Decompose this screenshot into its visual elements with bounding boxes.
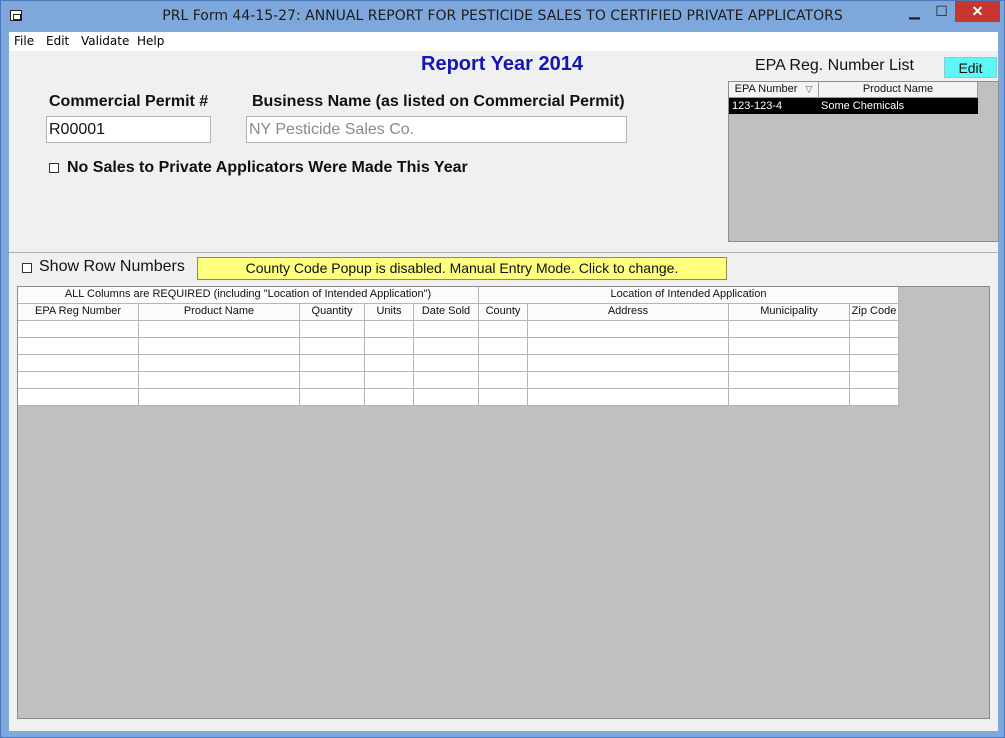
col-county[interactable]: County [479, 304, 528, 321]
epa-col-product[interactable]: Product Name [819, 82, 978, 98]
show-row-numbers-label: Show Row Numbers [39, 258, 185, 275]
grid-cell[interactable] [18, 338, 139, 355]
grid-cell[interactable] [479, 372, 528, 389]
group-header-required: ALL Columns are REQUIRED (including "Location of Intended Application") [18, 287, 479, 304]
close-icon[interactable]: ✕ [955, 1, 1000, 22]
grid-cell[interactable] [528, 338, 729, 355]
epa-col-number[interactable] [729, 82, 819, 98]
col-municipality[interactable]: Municipality [729, 304, 850, 321]
business-label: Business Name (as listed on Commercial Permit) [252, 93, 625, 110]
epa-edit-button[interactable]: Edit [944, 57, 997, 78]
grid-cell[interactable] [139, 372, 300, 389]
permit-label: Commercial Permit # [49, 93, 209, 110]
grid-cell[interactable] [139, 355, 300, 372]
menu-edit[interactable]: Edit [46, 34, 70, 48]
grid-cell[interactable] [414, 355, 479, 372]
col-date-sold[interactable]: Date Sold [414, 304, 479, 321]
grid-cell[interactable] [139, 338, 300, 355]
list-item[interactable] [729, 98, 978, 114]
client-area [9, 32, 998, 731]
epa-list-title: EPA Reg. Number List [755, 57, 914, 74]
grid-cell[interactable] [414, 372, 479, 389]
sales-grid-panel [9, 252, 998, 731]
sort-icon[interactable]: ▽ [805, 84, 813, 94]
epa-row-number: 123-123-4 [732, 100, 783, 112]
grid-cell[interactable] [729, 389, 850, 406]
menu-validate[interactable]: Validate [81, 34, 130, 48]
col-units[interactable]: Units [365, 304, 414, 321]
grid-cell[interactable] [18, 355, 139, 372]
maximize-icon[interactable]: ☐ [935, 3, 948, 19]
permit-field[interactable]: R00001 [46, 116, 211, 143]
grid-cell[interactable] [139, 321, 300, 338]
grid-cell[interactable] [365, 321, 414, 338]
grid-cell[interactable] [414, 389, 479, 406]
sales-grid[interactable] [17, 286, 990, 719]
grid-cell[interactable] [414, 338, 479, 355]
epa-list[interactable] [728, 81, 999, 242]
menu-bar [9, 32, 998, 51]
grid-cell[interactable] [414, 321, 479, 338]
no-sales-label: No Sales to Private Applicators Were Made This Year [67, 159, 468, 176]
grid-cell[interactable] [479, 321, 528, 338]
window-title: PRL Form 44-15-27: ANNUAL REPORT FOR PESTICIDE SALES TO CERTIFIED PRIVATE APPLICATORS [162, 8, 843, 24]
grid-cell[interactable] [300, 389, 365, 406]
grid-cell[interactable] [365, 338, 414, 355]
minimize-icon[interactable]: ▁ [909, 3, 920, 19]
grid-cell[interactable] [300, 355, 365, 372]
grid-cell[interactable] [729, 321, 850, 338]
grid-cell[interactable] [300, 372, 365, 389]
menu-file[interactable]: File [14, 34, 35, 48]
grid-cell[interactable] [479, 355, 528, 372]
grid-cell[interactable] [479, 338, 528, 355]
no-sales-checkbox[interactable] [49, 163, 59, 173]
grid-cell[interactable] [18, 372, 139, 389]
show-row-numbers-checkbox[interactable] [22, 263, 32, 273]
grid-cell[interactable] [18, 389, 139, 406]
col-address[interactable]: Address [528, 304, 729, 321]
grid-cell[interactable] [528, 372, 729, 389]
title-bar[interactable] [1, 1, 1004, 31]
grid-cell[interactable] [18, 321, 139, 338]
grid-cell[interactable] [300, 321, 365, 338]
grid-cell[interactable] [300, 338, 365, 355]
grid-cell[interactable] [528, 355, 729, 372]
grid-cell[interactable] [850, 338, 899, 355]
grid-cell[interactable] [528, 321, 729, 338]
grid-cell[interactable] [850, 321, 899, 338]
grid-cell[interactable] [139, 389, 300, 406]
grid-cell[interactable] [850, 355, 899, 372]
grid-cell[interactable] [729, 355, 850, 372]
menu-help[interactable]: Help [137, 34, 165, 48]
epa-col-number-label: EPA Number [734, 83, 798, 95]
col-epa-reg-number[interactable]: EPA Reg Number [18, 304, 139, 321]
county-popup-toggle-button[interactable]: County Code Popup is disabled. Manual Entry Mode. Click to change. [197, 257, 727, 280]
group-header-location: Location of Intended Application [479, 287, 899, 304]
col-zip-code[interactable]: Zip Code [850, 304, 899, 321]
business-name-field[interactable]: NY Pesticide Sales Co. [246, 116, 627, 143]
col-quantity[interactable]: Quantity [300, 304, 365, 321]
grid-cell[interactable] [365, 355, 414, 372]
grid-cell[interactable] [850, 372, 899, 389]
grid-cell[interactable] [850, 389, 899, 406]
epa-row-product: Some Chemicals [821, 100, 905, 112]
grid-cell[interactable] [729, 338, 850, 355]
col-product-name[interactable]: Product Name [139, 304, 300, 321]
grid-cell[interactable] [365, 389, 414, 406]
grid-cell[interactable] [729, 372, 850, 389]
report-year-heading: Report Year 2014 [421, 53, 583, 75]
grid-cell[interactable] [528, 389, 729, 406]
grid-cell[interactable] [479, 389, 528, 406]
grid-cell[interactable] [365, 372, 414, 389]
